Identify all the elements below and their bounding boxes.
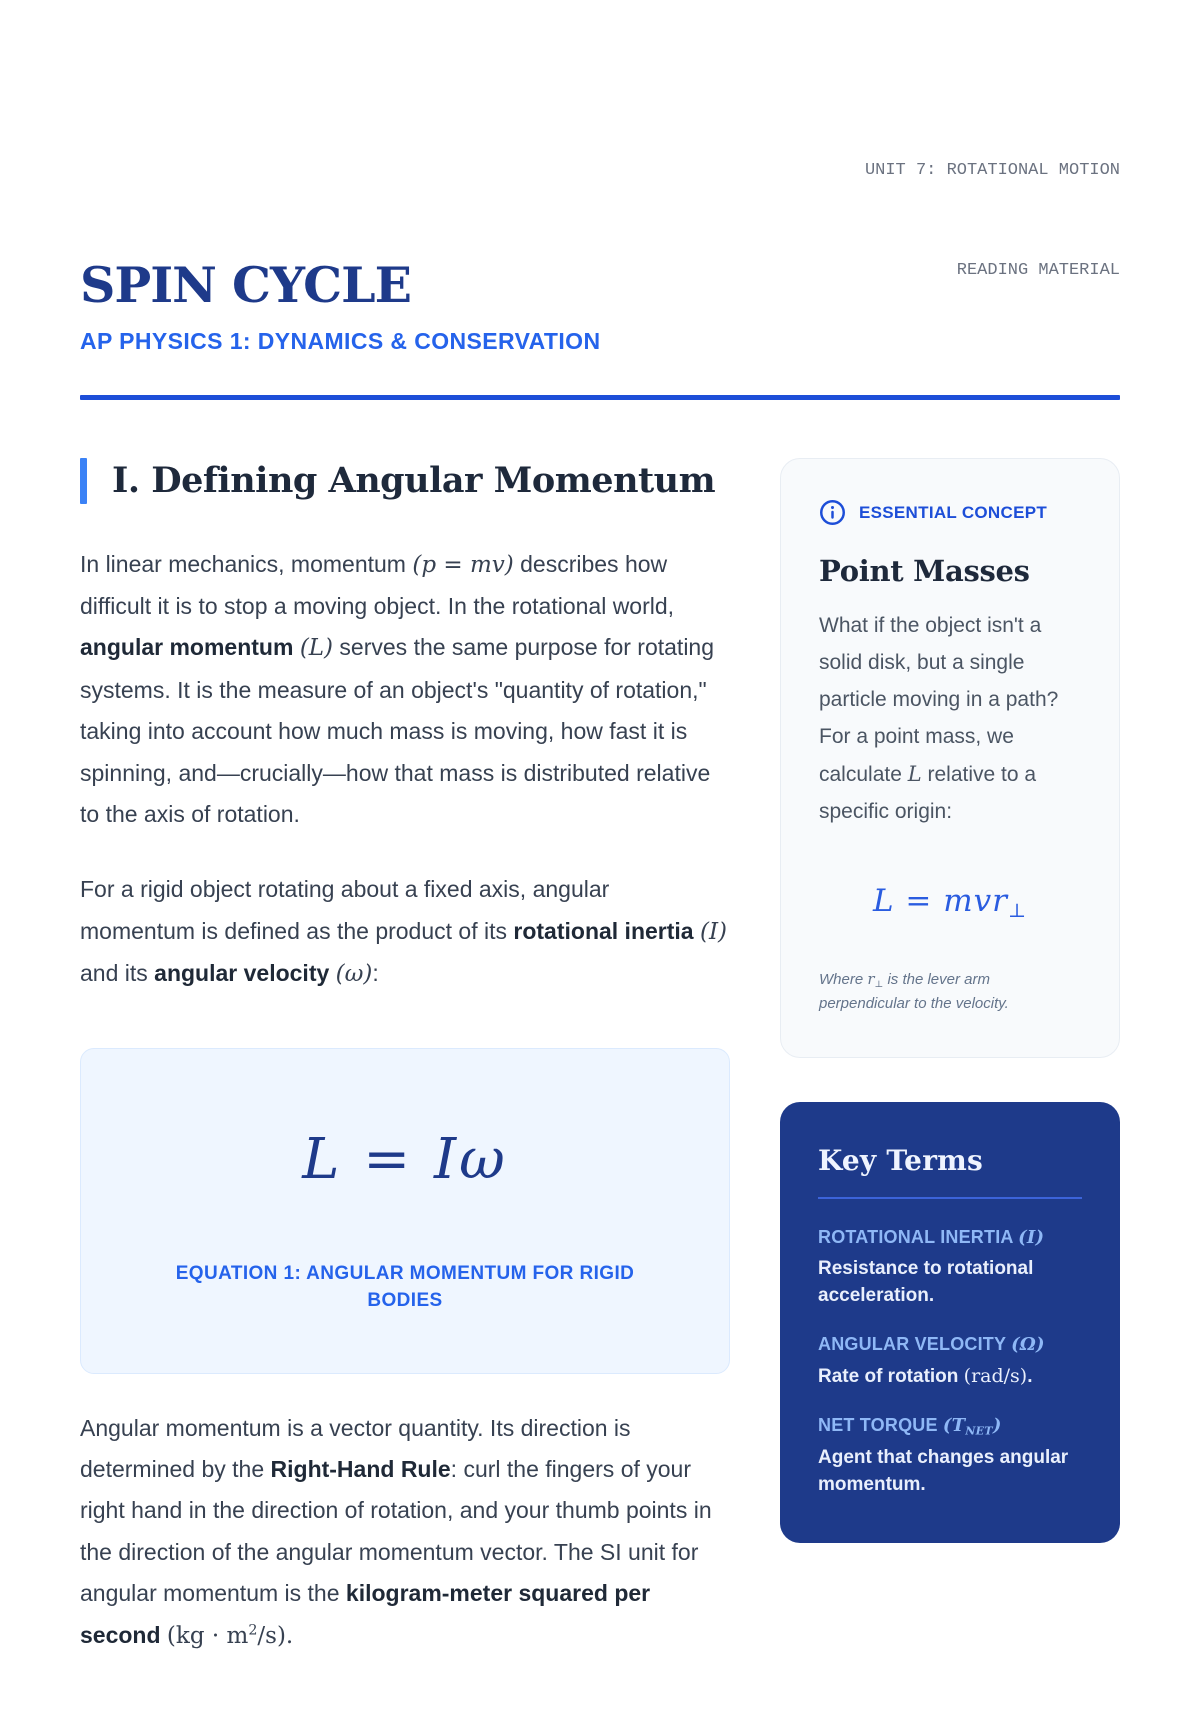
equation-caption: EQUATION 1: ANGULAR MOMENTUM FOR RIGID BODIES [175, 1262, 635, 1312]
key-term-name: NET TORQUE (ΤNET) [818, 1414, 1002, 1438]
key-term-net-torque [818, 1415, 1082, 1499]
essential-concept-body: What if the object isn't a solid disk, but a single particle moving in a path? For a point mass, we calculate L relative to a specific origin: [819, 614, 1059, 823]
key-term-name: ANGULAR VELOCITY (Ω) [818, 1333, 1045, 1355]
key-term-definition: Agent that changes angular momentum. [818, 1447, 1069, 1496]
unit-label: UNIT 7: ROTATIONAL MOTION [864, 161, 1120, 181]
essential-concept-equation: L = mvr⊥ [872, 882, 1028, 922]
page-title: SPIN CYCLE [80, 255, 411, 314]
main-content [80, 458, 1120, 1657]
key-terms-title: Key Terms [818, 1144, 983, 1178]
key-term-rotational-inertia [818, 1227, 1082, 1310]
essential-concept-footnote: Where r⊥ is the lever arm perpendicular to the velocity. [819, 969, 1009, 1012]
header-meta [865, 88, 1120, 355]
key-term-definition: Rate of rotation (rad/s). [818, 1364, 1033, 1387]
section-heading-row [80, 458, 730, 504]
header-divider [80, 395, 1120, 400]
key-term-angular-velocity [818, 1334, 1082, 1391]
paragraph-1: In linear mechanics, momentum (p = mv) describes how difficult it is to stop a moving object. In the rotational world, angular momentum (L) serves the same purpose for rotating systems. It is the measure of an object's "quantity of rotation," taking into account how much mass is moving, how fast it is spinning, and—crucially—how that mass is distributed relative to the axis of rotation. [80, 550, 715, 827]
sidebar [780, 458, 1120, 1543]
equation-formula: L = Iω [302, 1126, 508, 1192]
key-terms-card [780, 1102, 1120, 1543]
section-heading: I. Defining Angular Momentum [112, 460, 716, 502]
page-subtitle: AP PHYSICS 1: DYNAMICS & CONSERVATION [80, 328, 601, 355]
info-icon [819, 499, 846, 526]
paragraph-2: For a rigid object rotating about a fixed axis, angular momentum is defined as the product of its rotational inertia (I) and its angular velocity (ω): [80, 876, 728, 988]
paragraph-3: Angular momentum is a vector quantity. Its direction is determined by the Right-Hand Rule: curl the fingers of your right hand in the direction of rotation, and your thumb points in the direction of the angular momentum vector. The SI unit for angular momentum is the kilogram-meter squared per second $(kg \cdot m^2/s)$. [80, 1414, 712, 1649]
essential-concept-label: ESSENTIAL CONCEPT [859, 502, 1048, 522]
essential-concept-title: Point Masses [819, 554, 1030, 589]
article-column [80, 458, 730, 1657]
key-term-name: ROTATIONAL INERTIA (I) [818, 1227, 1045, 1249]
header-left [80, 255, 601, 355]
page-header [80, 88, 1120, 355]
essential-concept-card [780, 458, 1120, 1058]
material-label: READING MATERIAL [956, 260, 1120, 280]
essential-concept-label-row [819, 499, 1081, 526]
key-terms-divider [818, 1197, 1082, 1199]
equation-card [80, 1048, 730, 1374]
heading-accent-bar [80, 458, 87, 504]
key-term-definition: Resistance to rotational acceleration. [818, 1258, 1034, 1307]
